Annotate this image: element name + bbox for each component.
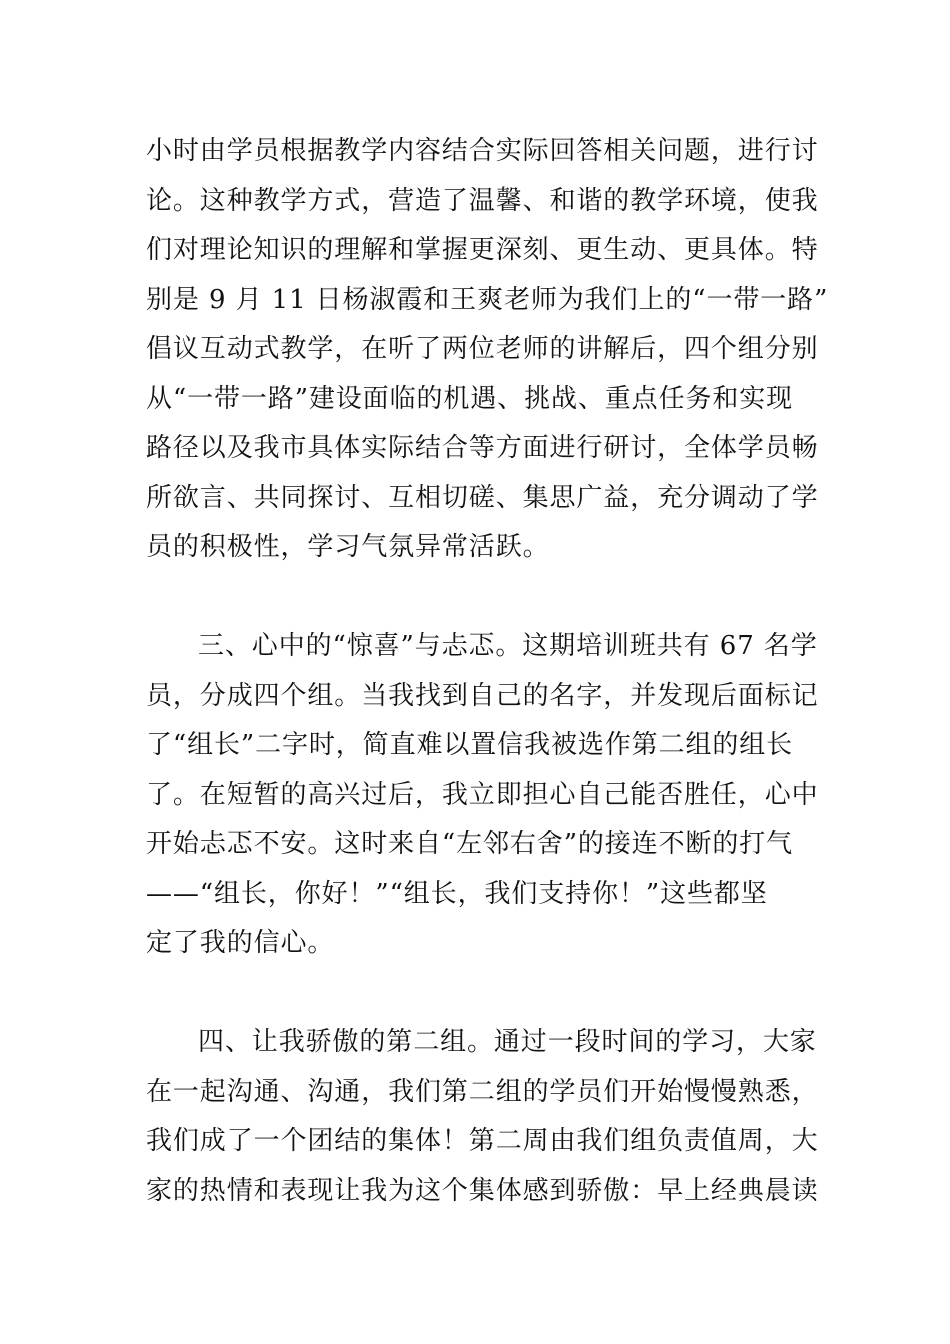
text-line: 所欲言、共同探讨、互相切磋、集思广益，充分调动了学 — [146, 482, 819, 513]
text-line: 别是 9 月 11 日杨淑霞和王爽老师为我们上的“一带一路” — [146, 284, 829, 315]
text-line: 在一起沟通、沟通，我们第二组的学员们开始慢慢熟悉， — [146, 1076, 819, 1107]
paragraph-1 — [146, 127, 829, 573]
paragraph-gap — [146, 969, 806, 1019]
text-line: 四、让我骄傲的第二组。通过一段时间的学习，大家 — [198, 1027, 817, 1057]
text-line: 小时由学员根据教学内容结合实际回答相关问题，进行讨 — [146, 136, 819, 166]
text-line: 员的积极性，学习气氛异常活跃。 — [146, 532, 550, 562]
text-line: 论。这种教学方式，营造了温馨、和谐的教学环境，使我 — [146, 185, 819, 216]
text-line: 了。在短暂的高兴过后，我立即担心自己能否胜任，心中 — [146, 779, 819, 810]
text-line: 三、心中的“惊喜”与忐忑。这期培训班共有 67 名学 — [198, 631, 818, 661]
text-line: ——“组长，你好！”“组长，我们支持你！”这些都坚 — [146, 878, 768, 909]
paragraph-gap — [146, 573, 806, 623]
paragraph-3 — [146, 1018, 819, 1216]
text-line: 路径以及我市具体实际结合等方面进行研讨，全体学员畅 — [146, 433, 819, 463]
text-line: 员，分成四个组。当我找到自己的名字，并发现后面标记 — [146, 680, 819, 711]
text-line: 定了我的信心。 — [146, 928, 335, 958]
text-line: 我们成了一个团结的集体！第二周由我们组负责值周，大 — [146, 1126, 819, 1156]
text-line: 开始忐忑不安。这时来自“左邻右舍”的接连不断的打气 — [146, 829, 794, 859]
text-line: 了“组长”二字时，简直难以置信我被选作第二组的组长 — [146, 730, 794, 760]
text-line: 从“一带一路”建设面临的机遇、挑战、重点任务和实现 — [146, 383, 794, 414]
text-line: 家的热情和表现让我为这个集体感到骄傲：早上经典晨读 — [146, 1175, 819, 1206]
text-line: 倡议互动式教学，在听了两位老师的讲解后，四个组分别 — [146, 334, 819, 364]
document-body — [146, 127, 829, 1216]
paragraph-2 — [146, 622, 819, 969]
text-line: 们对理论知识的理解和掌握更深刻、更生动、更具体。特 — [146, 235, 819, 265]
